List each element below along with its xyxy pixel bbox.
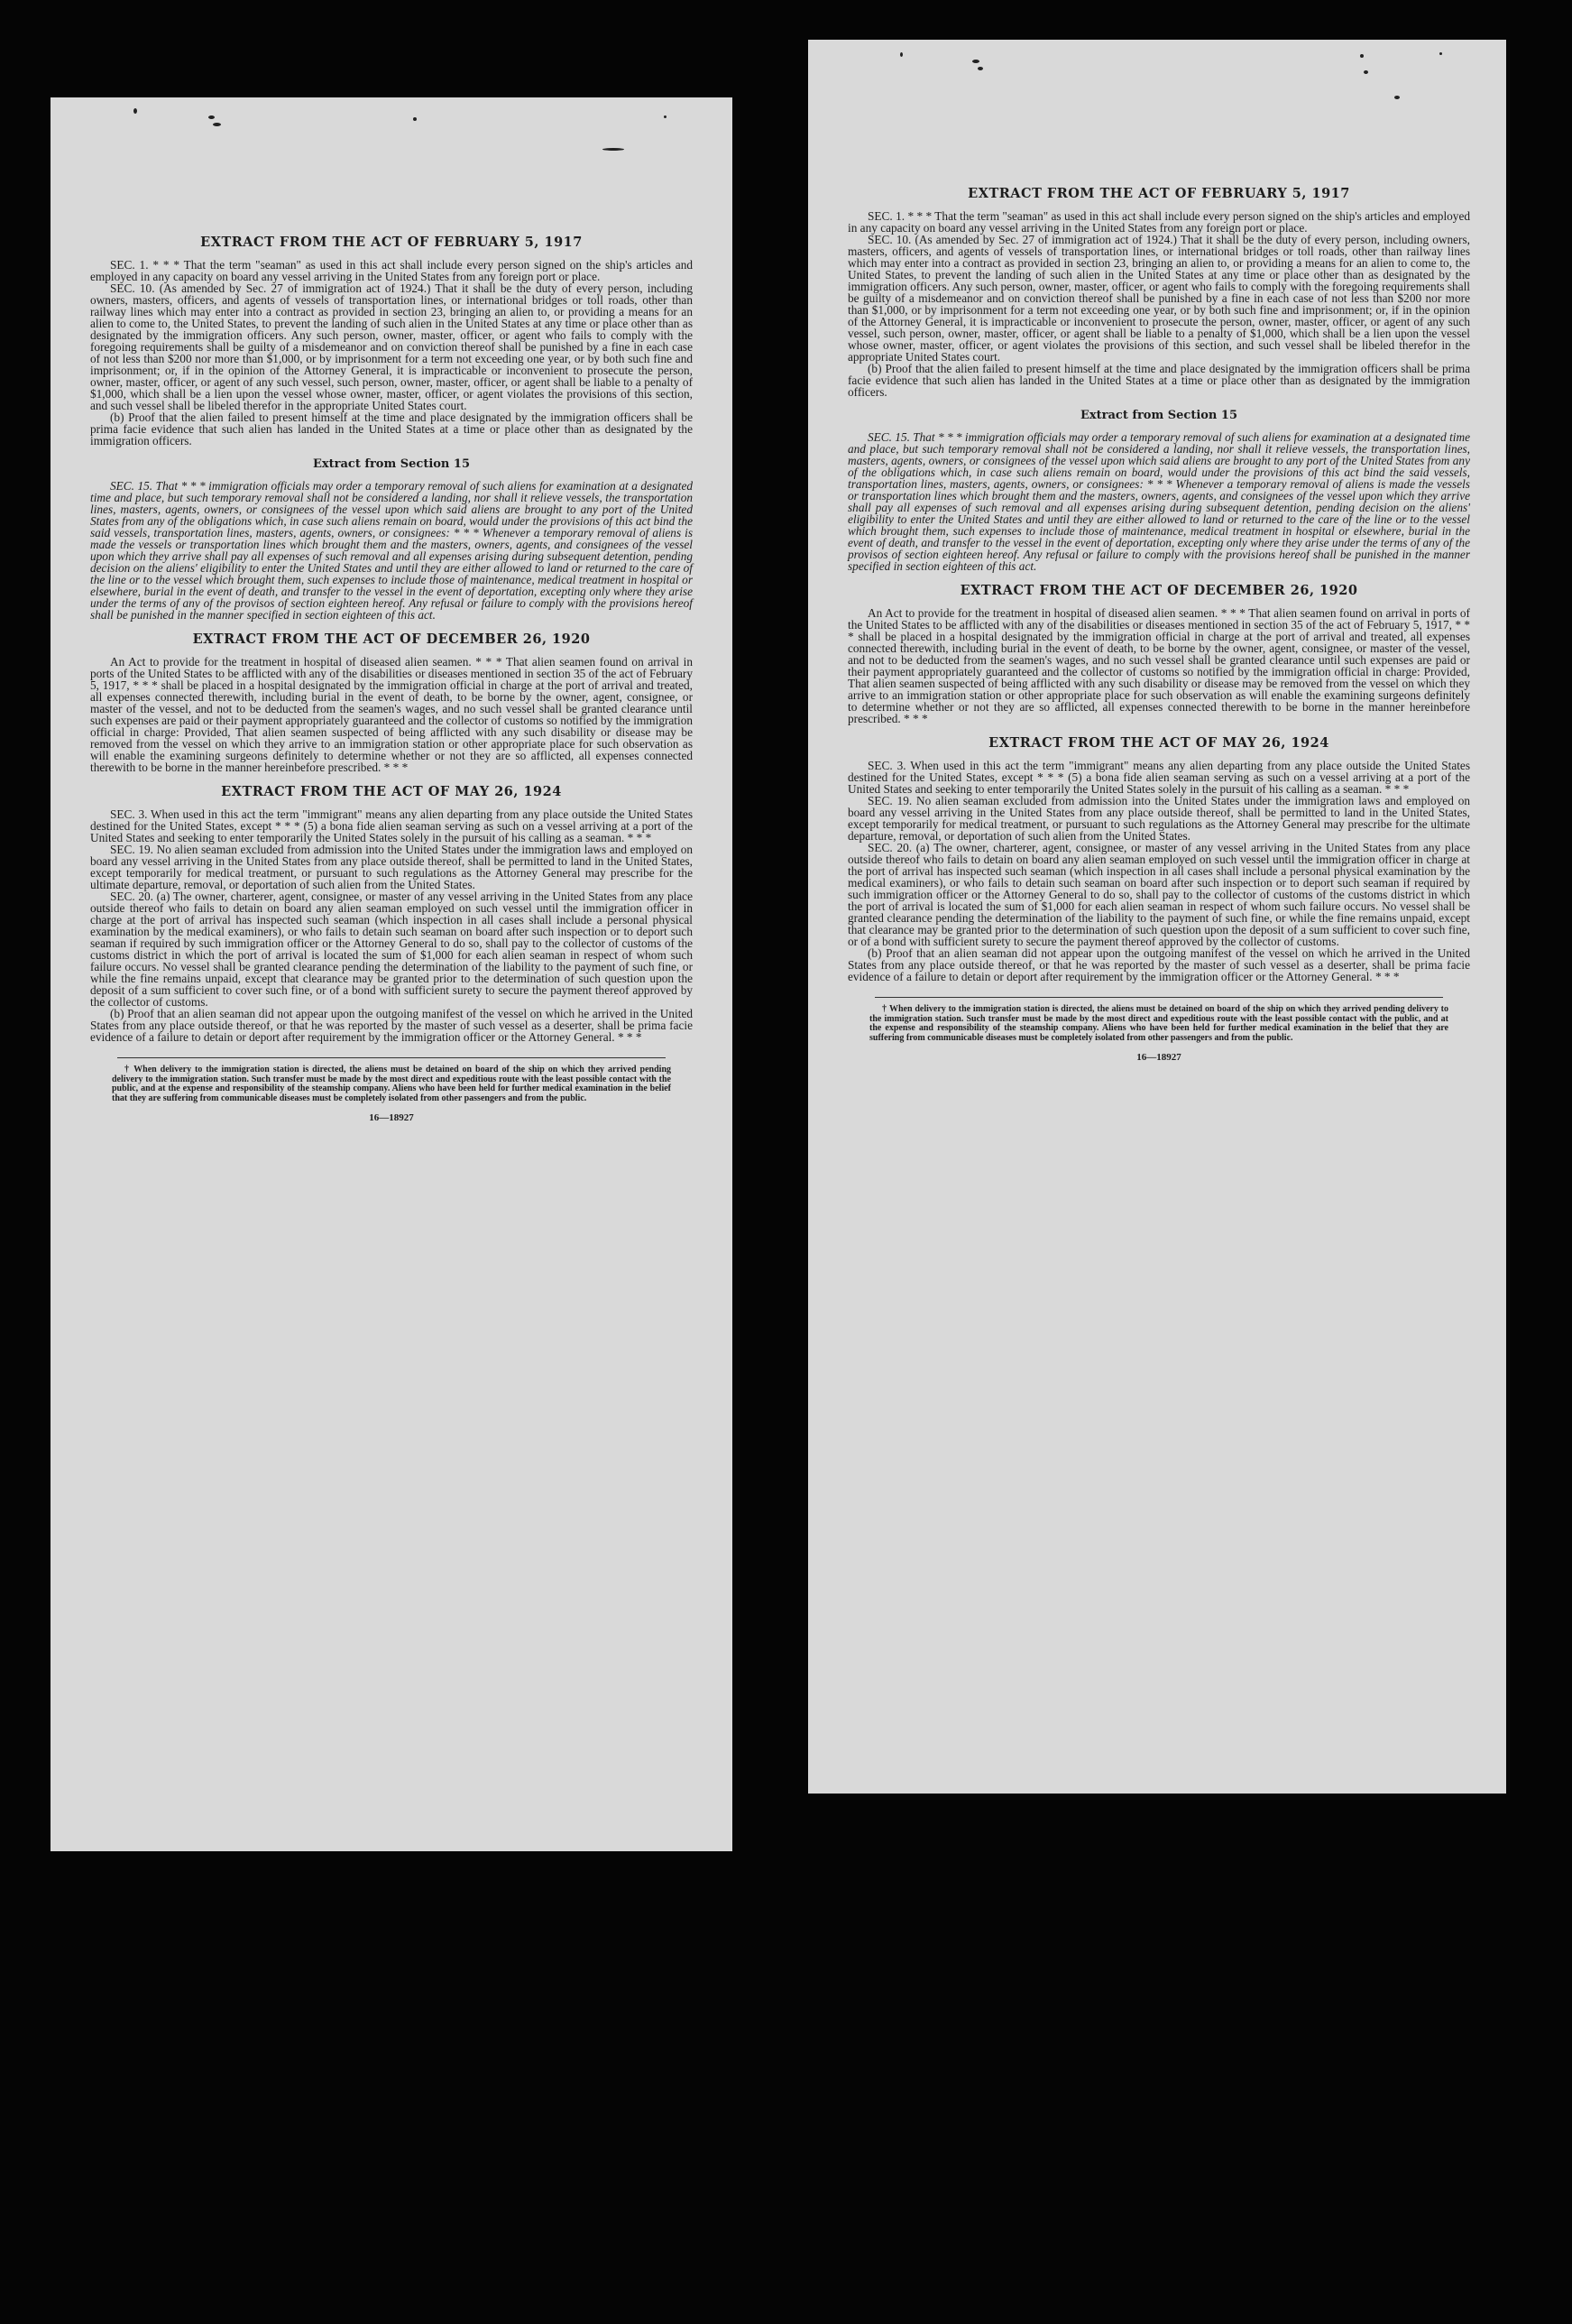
- paragraph-section-20-b: (b) Proof that an alien seaman did not appear upon the outgoing manifest of the vessel on which he arrived in the United States from any place outside thereof, or that he was reported by the master of such vessel as a deserter, shall be prima facie evidence of a failure to detain or deport after requirement by the immigration officer or the Attorney General. * * *: [848, 946, 1470, 983]
- paragraph-section-20-b: (b) Proof that an alien seaman did not appear upon the outgoing manifest of the vessel on which he arrived in the United States from any place outside thereof, or that he was reported by the master of such vessel as a deserter, shall be prima facie evidence of a failure to detain or deport after requirement by the immigration officer or the Attorney General. * * *: [90, 1007, 693, 1044]
- scan-speck: [900, 52, 903, 57]
- paragraph-section-15: SEC. 15. That * * * immigration officials may order a temporary removal of such aliens for examination at a designated time and place, but such temporary removal shall not be considered a landing, nor shall it relieve vessels, the transportation lines, masters, agents, owners, or consignees of the vessel upon which said aliens are brought to any port of the United States from any of the obligations which, in case such aliens remain on board, would under the provisions of this act bind the said vessels, transportation lines, masters, agents, owners, or consignees: * * * Whenever a temporary removal of aliens is made the vessels or transportation lines which brought them and the masters, owners, agents, and consignees of the vessel upon which they arrive shall pay all expenses of such removal and all expenses arising during subsequent detention, pending decision on the aliens' eligibility to enter the United States and until they are either allowed to land or returned to the care of the line or to the vessel which brought them, such expenses to include those of maintenance, medical treatment in hospital or elsewhere, burial in the event of death, and transfer to the vessel in the event of deportation, excepting only where they arise under the terms of any of the provisos of section eighteen hereof. Any refusal or failure to comply with the provisions hereof shall be punished in the manner specified in section eighteen of this act.: [90, 479, 693, 622]
- paragraph-section-1: SEC. 1. * * * That the term "seaman" as used in this act shall include every person signed on the ship's articles and employed in any capacity on board any vessel arriving in the United States from any foreign port or place.: [90, 258, 693, 283]
- footnote-divider: [875, 997, 1443, 998]
- heading-act-dec-1920: EXTRACT FROM THE ACT OF DECEMBER 26, 1920: [960, 583, 1358, 598]
- paragraph-section-10-b: (b) Proof that the alien failed to present himself at the time and place designated by the immigration officers shall be prima facie evidence that such alien has landed in the United States at a time or place other than as designated by the immigration officers.: [90, 410, 693, 447]
- scan-speck: [413, 117, 417, 121]
- scan-specks: [808, 40, 1506, 148]
- scan-speck: [972, 60, 979, 63]
- heading-act-may-1924: EXTRACT FROM THE ACT OF MAY 26, 1924: [988, 735, 1329, 751]
- form-number: 16—18927: [1136, 1052, 1181, 1063]
- heading-section-15: Extract from Section 15: [1080, 409, 1238, 422]
- document-page-right: [808, 40, 1506, 1794]
- paragraph-section-19: SEC. 19. No alien seaman excluded from admission into the United States under the immigration laws and employed on board any vessel arriving in the United States from any place outside thereof, shall be permitted to land in the United States, except temporarily for medical treatment, or pursuant to such regulations as the Attorney General may prescribe for the ultimate departure, removal, or deportation of such alien from the United States.: [848, 794, 1470, 843]
- paragraph-section-3: SEC. 3. When used in this act the term "immigrant" means any alien departing from any place outside the United States destined for the United States, except * * * (5) a bona fide alien seaman serving as such on a vessel arriving at a port of the United States and seeking to enter temporarily the United States solely in the pursuit of his calling as a seaman. * * *: [90, 807, 693, 844]
- scan-speck: [133, 108, 137, 114]
- paragraph-section-10: SEC. 10. (As amended by Sec. 27 of immigration act of 1924.) That it shall be the duty of every person, including owners, masters, officers, and agents of vessels of transportation lines, or international bridges or toll roads, other than railway lines which may enter into a contract as provided in section 23, bringing an alien to, or providing a means for an alien to come to, the United States, to prevent the landing of such alien in the United States at any time or place other than as designated by the immigration officers. Any such person, owner, master, officer, or agent who fails to comply with the foregoing requirements shall be guilty of a misdemeanor and on conviction thereof shall be punished by a fine in each case of not less than $200 nor more than $1,000, or by imprisonment for a term not exceeding one year, or by both such fine and imprisonment; or, if in the opinion of the Attorney General, it is impracticable or inconvenient to prosecute the person, owner, master, officer, or agent of any such vessel, such person, owner, master, officer, or agent shall be liable to a penalty of $1,000, which shall be a lien upon the vessel whose owner, master, officer, or agent violates the provisions of this section, and such vessel shall be libeled therefor in the appropriate United States court.: [90, 281, 693, 412]
- paragraph-section-10-b: (b) Proof that the alien failed to present himself at the time and place designated by the immigration officers shall be prima facie evidence that such alien has landed in the United States at a time or place other than as designated by the immigration officers.: [848, 362, 1470, 399]
- paragraph-section-19: SEC. 19. No alien seaman excluded from admission into the United States under the immigration laws and employed on board any vessel arriving in the United States from any place outside thereof, shall be permitted to land in the United States, except temporarily for medical treatment, or pursuant to such regulations as the Attorney General may prescribe for the ultimate departure, removal, or deportation of such alien from the United States.: [90, 843, 693, 891]
- heading-section-15: Extract from Section 15: [312, 457, 471, 471]
- paragraph-section-1: SEC. 1. * * * That the term "seaman" as used in this act shall include every person signed on the ship's articles and employed in any capacity on board any vessel arriving in the United States from any foreign port or place.: [848, 209, 1470, 235]
- scan-speck: [1364, 70, 1368, 74]
- paragraph-section-20-a: SEC. 20. (a) The owner, charterer, agent, consignee, or master of any vessel arriving in the United States from any place outside thereof who fails to detain on board any alien seaman employed on such vessel until the immigration officer in charge at the port of arrival has inspected such seaman (which inspection in all cases shall include a personal physical examination by the medical examiners), or who fails to detain such seaman on board after such inspection or to deport such seaman if required by such immigration officer or the Attorney General to do so, shall pay to the collector of customs of the customs district in which the port of arrival is located the sum of $1,000 for each alien seaman in respect of whom such failure occurs. No vessel shall be granted clearance pending the determination of the liability to the payment of such fine, or while the fine remains unpaid, except that clearance may be granted prior to the determination of such question upon the deposit of a sum sufficient to cover such fine, or of a bond with sufficient surety to secure the payment thereof approved by the collector of customs.: [848, 841, 1470, 948]
- footnote: † When delivery to the immigration station is directed, the aliens must be detained on board of the ship on which they arrived pending delivery to the immigration station. Such transfer must be made by the most direct and expeditious route with the least possible contact with the public, and at the expense and responsibility of the steamship company. Aliens who have been held for further medical examination in the belief that they are suffering from communicable diseases must be completely isolated from other passengers and from the public.: [112, 1065, 671, 1103]
- paragraph-section-10: SEC. 10. (As amended by Sec. 27 of immigration act of 1924.) That it shall be the duty of every person, including owners, masters, officers, and agents of vessels of transportation lines, or international bridges or toll roads, other than railway lines which may enter into a contract as provided in section 23, bringing an alien to, or providing a means for an alien to come to, the United States, to prevent the landing of such alien in the United States at any time or place other than as designated by the immigration officers. Any such person, owner, master, officer, or agent who fails to comply with the foregoing requirements shall be guilty of a misdemeanor and on conviction thereof shall be punished by a fine in each case of not less than $200 nor more than $1,000, or by imprisonment for a term not exceeding one year, or by both such fine and imprisonment; or, if in the opinion of the Attorney General, it is impracticable or inconvenient to prosecute the person, owner, master, officer, or agent of any such vessel, such person, owner, master, officer, or agent shall be liable to a penalty of $1,000, which shall be a lien upon the vessel whose owner, master, officer, or agent violates the provisions of this section, and such vessel shall be libeled therefor in the appropriate United States court.: [848, 233, 1470, 364]
- paragraph-section-3: SEC. 3. When used in this act the term "immigrant" means any alien departing from any place outside the United States destined for the United States, except * * * (5) a bona fide alien seaman serving as such on a vessel arriving at a port of the United States and seeking to enter temporarily the United States solely in the pursuit of his calling as a seaman. * * *: [848, 759, 1470, 796]
- scan-speck: [978, 67, 983, 70]
- footnote: † When delivery to the immigration station is directed, the aliens must be detained on board of the ship on which they arrived pending delivery to the immigration station. Such transfer must be made by the most direct and expeditious route with the least possible contact with the public, and at the expense and responsibility of the steamship company. Aliens who have been held for further medical examination in the belief that they are suffering from communicable diseases must be completely isolated from other passengers and from the public.: [869, 1004, 1448, 1043]
- paragraph-act-dec-1920: An Act to provide for the treatment in hospital of diseased alien seamen. * * * That alien seamen found on arrival in ports of the United States to be afflicted with any of the disabilities or diseases mentioned in section 35 of the act of February 5, 1917, * * * shall be placed in a hospital designated by the immigration official in charge at the port of arrival and treated, all expenses connected therewith, including burial in the event of death, to be borne by the owner, agent, consignee, or master of the vessel, and not to be deducted from the seamen's wages, and no such vessel shall be granted clearance until such expenses are paid or their payment appropriately guaranteed and the collector of customs so notified by the immigration official in charge: Provided, That alien seamen suspected of being afflicted with any such disability or disease may be removed from the vessel on which they arrive to an immigration station or other appropriate place for such observation as will enable the examining surgeons definitely to determine whether or not they are so afflicted, all expenses connected therewith to be borne in the manner hereinbefore prescribed. * * *: [90, 655, 693, 774]
- heading-act-may-1924: EXTRACT FROM THE ACT OF MAY 26, 1924: [221, 784, 562, 799]
- heading-act-feb-1917: EXTRACT FROM THE ACT OF FEBRUARY 5, 1917: [200, 235, 583, 250]
- scan-specks: [51, 97, 732, 206]
- scan-speck: [1439, 52, 1442, 55]
- scan-speck: [1360, 54, 1364, 58]
- scan-speck: [208, 115, 215, 119]
- scan-speck: [1394, 96, 1400, 99]
- scan-speck: [664, 115, 666, 118]
- footnote-divider: [117, 1057, 666, 1058]
- paragraph-section-15: SEC. 15. That * * * immigration officials may order a temporary removal of such aliens for examination at a designated time and place, but such temporary removal shall not be considered a landing, nor shall it relieve vessels, the transportation lines, masters, agents, owners, or consignees of the vessel upon which said aliens are brought to any port of the United States from any of the obligations which, in case such aliens remain on board, would under the provisions of this act bind the said vessels, transportation lines, masters, agents, owners, or consignees: * * * Whenever a temporary removal of aliens is made the vessels or transportation lines which brought them and the masters, owners, agents, and consignees of the vessel upon which they arrive shall pay all expenses of such removal and all expenses arising during subsequent detention, pending decision on the aliens' eligibility to enter the United States and until they are either allowed to land or returned to the care of the line or to the vessel which brought them, such expenses to include those of maintenance, medical treatment in hospital or elsewhere, burial in the event of death, and transfer to the vessel in the event of deportation, excepting only where they arise under the terms of any of the provisos of section eighteen hereof. Any refusal or failure to comply with the provisions hereof shall be punished in the manner specified in section eighteen of this act.: [848, 430, 1470, 573]
- form-number: 16—18927: [369, 1112, 414, 1123]
- heading-act-dec-1920: EXTRACT FROM THE ACT OF DECEMBER 26, 1920: [192, 632, 591, 647]
- document-page-left: [51, 97, 732, 1851]
- heading-act-feb-1917: EXTRACT FROM THE ACT OF FEBRUARY 5, 1917: [968, 186, 1350, 201]
- scan-speck: [213, 123, 221, 126]
- paragraph-act-dec-1920: An Act to provide for the treatment in hospital of diseased alien seamen. * * * That alien seamen found on arrival in ports of the United States to be afflicted with any of the disabilities or diseases mentioned in section 35 of the act of February 5, 1917, * * * shall be placed in a hospital designated by the immigration official in charge at the port of arrival and treated, all expenses connected therewith, including burial in the event of death, to be borne by the owner, agent, consignee, or master of the vessel, and not to be deducted from the seamen's wages, and no such vessel shall be granted clearance until such expenses are paid or their payment appropriately guaranteed and the collector of customs so notified by the immigration official in charge: Provided, That alien seamen suspected of being afflicted with any such disability or disease may be removed from the vessel on which they arrive to an immigration station or other appropriate place for such observation as will enable the examining surgeons definitely to determine whether or not they are so afflicted, all expenses connected therewith to be borne in the manner hereinbefore prescribed. * * *: [848, 606, 1470, 725]
- scan-speck: [602, 148, 624, 151]
- paragraph-section-20-a: SEC. 20. (a) The owner, charterer, agent, consignee, or master of any vessel arriving in the United States from any place outside thereof who fails to detain on board any alien seaman employed on such vessel until the immigration officer in charge at the port of arrival has inspected such seaman (which inspection in all cases shall include a personal physical examination by the medical examiners), or who fails to detain such seaman on board after such inspection or to deport such seaman if required by such immigration officer or the Attorney General to do so, shall pay to the collector of customs of the customs district in which the port of arrival is located the sum of $1,000 for each alien seaman in respect of whom such failure occurs. No vessel shall be granted clearance pending the determination of the liability to the payment of such fine, or while the fine remains unpaid, except that clearance may be granted prior to the determination of such question upon the deposit of a sum sufficient to cover such fine, or of a bond with sufficient surety to secure the payment thereof approved by the collector of customs.: [90, 890, 693, 1009]
